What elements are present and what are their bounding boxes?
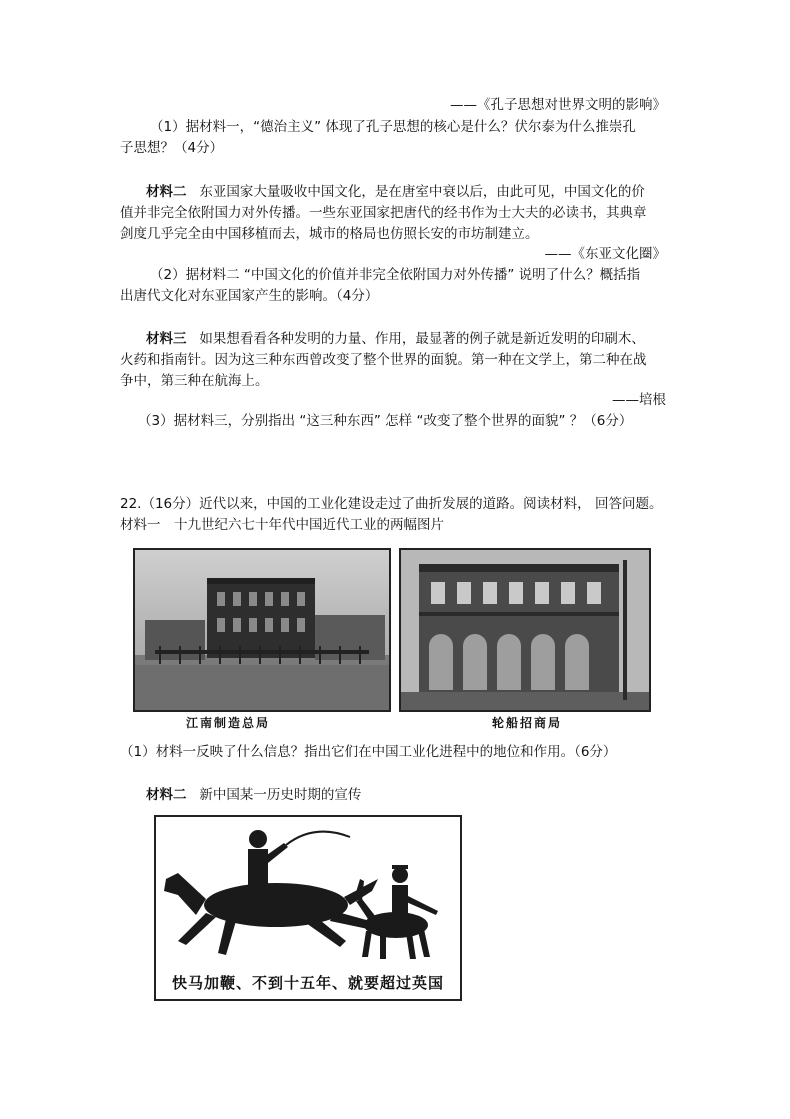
material-2-paragraph-line1 — [146, 183, 645, 201]
material-2-heading-text: 新中国某一历史时期的宣传 — [199, 787, 362, 803]
question-21-2-line1: （2）据材料二 “中国文化的价值并非完全依附国力对外传播” 说明了什么？概括指 — [150, 267, 641, 283]
material-3-label: 材料三 — [146, 331, 187, 347]
propaganda-poster — [154, 815, 462, 1001]
material-2-paragraph-line3: 剑度几乎完全由中国移植而去，城市的格局也仿照长安的市坊制建立。 — [120, 226, 539, 242]
photo-jiangnan-arsenal — [133, 548, 391, 712]
question-22-1: （1）材料一反映了什么信息？指出它们在中国工业化进程中的地位和作用。（6分） — [120, 744, 617, 760]
material-1-heading: 材料一 十九世纪六七十年代中国近代工业的两幅图片 — [120, 517, 444, 533]
source-citation-1: ——《孔子思想对世界文明的影响》 — [450, 97, 666, 113]
photo-jiangnan-arsenal-caption: 江南制造总局 — [186, 716, 271, 730]
material-2-paragraph-line2: 值并非完全依附国力对外传播。一些东亚国家把唐代的经书作为士大夫的必读书，其典章 — [120, 205, 647, 221]
material-2-heading — [146, 786, 361, 804]
photo-merchants-steam-navigation-caption: 轮船招商局 — [492, 716, 563, 730]
question-22-title: 22.（16分）近代以来，中国的工业化建设走过了曲折发展的道路。阅读材料， 回答问题。 — [120, 496, 663, 512]
photo-merchants-steam-navigation-image — [401, 550, 649, 710]
question-21-1-line1: （1）据材料一，“德治主义” 体现了孔子思想的核心是什么？伏尔泰为什么推崇孔 — [150, 119, 636, 135]
poster-slogan: 快马加鞭、不到十五年、就要超过英国 — [171, 974, 444, 992]
poster-horse-and-donkey-illustration — [156, 817, 460, 967]
material-2-text-line1: 东亚国家大量吸收中国文化，是在唐室中衰以后，由此可见，中国文化的价 — [199, 184, 645, 200]
source-citation-3: ——培根 — [612, 392, 666, 408]
question-21-2-line2: 出唐代文化对东亚国家产生的影响。（4分） — [120, 288, 379, 304]
material-2-heading-label: 材料二 — [146, 787, 187, 803]
photo-jiangnan-arsenal-image — [135, 550, 389, 710]
question-21-3: （3）据材料三，分别指出 “这三种东西” 怎样 “改变了整个世界的面貌” ？（6分） — [138, 413, 633, 429]
source-citation-2: ——《东亚文化圈》 — [544, 246, 666, 262]
material-3-paragraph-line3: 争中，第三种在航海上。 — [120, 373, 269, 389]
material-3-paragraph-line1 — [146, 330, 645, 348]
material-3-paragraph-line2: 火药和指南针。因为这三种东西曾改变了整个世界的面貌。第一种在文学上，第二种在战 — [120, 352, 647, 368]
question-21-1-line2: 子思想？（4分） — [120, 140, 224, 156]
material-3-text-line1: 如果想看看各种发明的力量、作用，最显著的例子就是新近发明的印刷木、 — [199, 331, 645, 347]
photo-merchants-steam-navigation — [399, 548, 651, 712]
material-2-label: 材料二 — [146, 184, 187, 200]
